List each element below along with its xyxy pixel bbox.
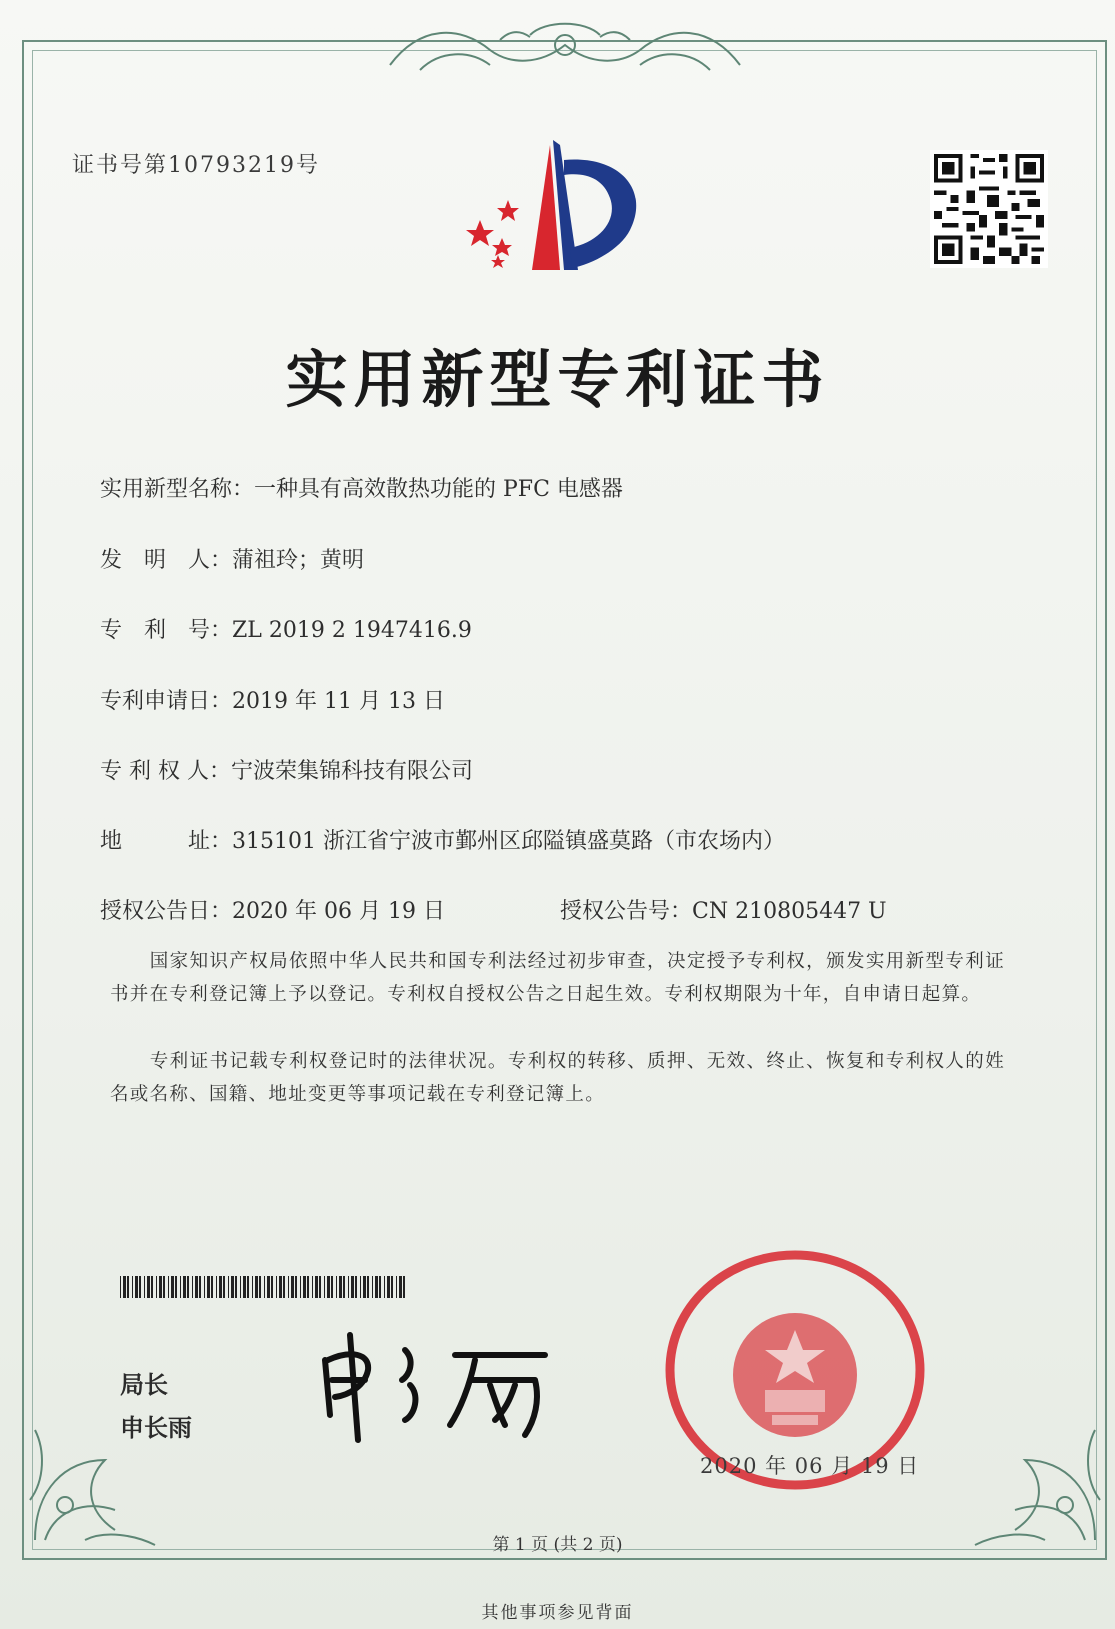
patent-number-label: 专 利 号： <box>100 618 233 643</box>
qr-code-icon <box>930 150 1048 268</box>
patent-number-row <box>100 613 472 644</box>
patent-number-value: ZL 2019 2 1947416.9 <box>232 618 472 643</box>
address-label: 地 址： <box>100 829 233 854</box>
application-date-row <box>100 684 445 715</box>
inventor-value: 蒲祖玲；黄明 <box>232 548 365 573</box>
utility-model-name-row <box>100 472 623 503</box>
grant-number-label: 授权公告号： <box>560 899 693 924</box>
patentee-row <box>100 754 473 785</box>
inventor-row <box>100 543 364 574</box>
footer-note: 其他事项参见背面 <box>481 1603 634 1623</box>
page-number: 第 1 页 (共 2 页) <box>492 1535 623 1555</box>
ornament-icon <box>380 15 750 85</box>
grant-date-row <box>100 894 445 925</box>
statement-paragraph-1: 国家知识产权局依照中华人民共和国专利法经过初步审查，决定授予专利权，颁发实用新型专利证书并在专利登记簿上予以登记。专利权自授权公告之日起生效。专利权期限为十年，自申请日起算。 <box>110 951 1005 1005</box>
application-date-label: 专利申请日： <box>100 689 233 714</box>
name-label: 实用新型名称： <box>100 477 255 502</box>
director-name: 申长雨 <box>120 1414 192 1442</box>
barcode-icon <box>120 1276 410 1298</box>
ornament-icon <box>935 1400 1105 1550</box>
grant-number-value: CN 210805447 U <box>692 899 887 924</box>
director-title: 局长 <box>120 1371 168 1399</box>
address-value: 315101 浙江省宁波市鄞州区邱隘镇盛莫路（市农场内） <box>232 829 785 854</box>
certificate-title: 实用新型专利证书 <box>285 343 830 416</box>
application-date-value: 2019 年 11 月 13 日 <box>232 689 445 714</box>
patentee-value: 宁波荣集锦科技有限公司 <box>230 759 473 784</box>
patentee-label: 专 利 权 人： <box>100 759 231 784</box>
grant-date-label: 授权公告日： <box>100 899 233 924</box>
seal-date: 2020 年 06 月 19 日 <box>700 1454 920 1478</box>
certificate-number: 证书号第10793219号 <box>72 153 320 178</box>
director-signature <box>310 1325 560 1445</box>
address-row <box>100 824 785 855</box>
grant-number-row <box>560 894 887 925</box>
emblem-icon <box>460 130 670 280</box>
grant-date-value: 2020 年 06 月 19 日 <box>232 899 445 924</box>
inventor-label: 发 明 人： <box>100 548 233 573</box>
statement-paragraph-2: 专利证书记载专利权登记时的法律状况。专利权的转移、质押、无效、终止、恢复和专利权人的姓名或名称、国籍、地址变更等事项记载在专利登记簿上。 <box>110 1051 1005 1105</box>
name-value: 一种具有高效散热功能的 PFC 电感器 <box>254 477 623 502</box>
